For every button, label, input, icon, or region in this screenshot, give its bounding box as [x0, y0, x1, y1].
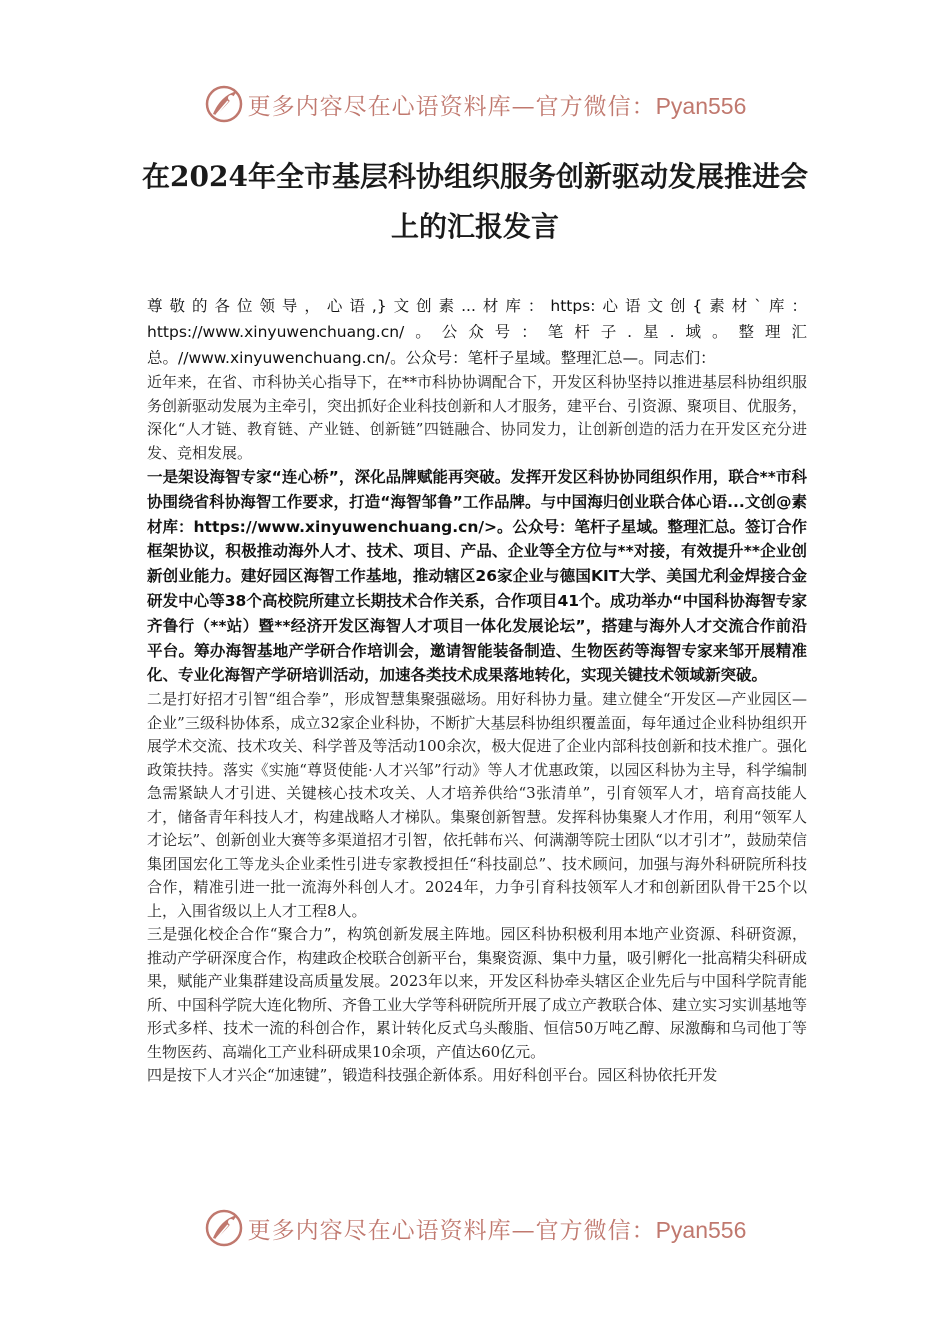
watermark-text: 更多内容尽在心语资料库—官方微信：Pyan556 [247, 1216, 747, 1244]
wechat-id: Pyan556 [655, 1216, 747, 1243]
paragraph-salutation: 尊敬的各位领导，心语,}文创素...材库：https:心语文创{素材`库：https://www.xinyuwenchuang.cn/。公众号：笔杆子.星.域。整理汇总。//www.xinyuwenchuang.cn/。公众号：笔杆子星域。整理汇总—。同志们： [147, 297, 807, 367]
watermark-banner-bottom [0, 1203, 950, 1253]
paragraph-section-2: 二是打好招才引智“组合拳”，形成智慧集聚强磁场。用好科协力量。建立健全“开发区—产业园区—企业”三级科协体系，成立32家企业科协，不断扩大基层科协组织覆盖面，每年通过企业科协组织开展学术交流、技术攻关、科学普及等活动100余次，极大促进了企业内部科技创新和技术推广。强化政策扶持。落实《实施“尊贤使能·人才兴邹”行动》等人才优惠政策，以园区科协为主导，科学编制急需紧缺人才引进、关键核心技术攻关、人才培养供给“3张清单”，引育领军人才，培育高技能人才，储备青年科技人才，构建战略人才梯队。集聚创新智慧。发挥科协集聚人才作用，利用“领军人才论坛”、创新创业大赛等多渠道招才引智，依托韩布兴、何满潮等院士团队“以才引才”，鼓励荣信集团国宏化工等龙头企业柔性引进专家教授担任“科技副总”、技术顾问，加强与海外科研院所科技合作，精准引进一批一流海外科创人才。2024年，力争引育科技领军人才和创新团队骨干25个以上，入围省级以上人才工程8人。 [147, 690, 807, 920]
watermark-banner-top [0, 79, 950, 129]
wechat-id: Pyan556 [655, 92, 747, 119]
paragraph-intro: 近年来，在省、市科协关心指导下，在**市科协协调配合下，开发区科协坚持以推进基层科协组织服务创新驱动发展为主牵引，突出抓好企业科技创新和人才服务，建平台、引资源、聚项目、优服务，深化“人才链、教育链、产业链、创新链”四链融合、协同发力，让创新创造的活力在开发区充分进发、竞相发展。 [147, 373, 808, 462]
document-body [147, 293, 807, 1088]
paragraph-section-1: 一是架设海智专家“连心桥”，深化品牌赋能再突破。发挥开发区科协协同组织作用，联合**市科协围绕省科协海智工作要求，打造“海智邹鲁”工作品牌。与中国海归创业联合体心语...文创@素材库：https://www.xinyuwenchuang.cn/>。公众号：笔杆子星域。整理汇总。签订合作框架协议，积极推动海外人才、技术、项目、产品、企业等全方位与**对接，有效提升**企业创新创业能力。建好园区海智工作基地，推动辖区26家企业与德国KIT大学、美国尤利金焊接合金研发中心等38个高校院所建立长期技术合作关系，合作项目41个。成功举办“中国科协海智专家齐鲁行（**站）暨**经济开发区海智人才项目一体化发展论坛”，搭建与海外人才交流合作前沿平台。筹办海智基地产学研合作培训会，邀请智能装备制造、生物医药等海智专家来邹开展精准化、专业化海智产学研培训活动，加速各类技术成果落地转化，实现关键技术领域新突破。 [147, 468, 808, 685]
pen-nib-icon [204, 84, 244, 124]
watermark-text: 更多内容尽在心语资料库—官方微信：Pyan556 [247, 92, 747, 120]
paragraph-section-4: 四是按下人才兴企“加速键”，锻造科技强企新体系。用好科创平台。园区科协依托开发 [147, 1066, 718, 1085]
paragraph-section-3: 三是强化校企合作“聚合力”，构筑创新发展主阵地。园区科协积极利用本地产业资源、科研资源，推动产学研深度合作，构建政企校联合创新平台，集聚资源、集中力量，吸引孵化一批高精尖科研成果，赋能产业集群建设高质量发展。2023年以来，开发区科协牵头辖区企业先后与中国科学院青能所、中国科学院大连化物所、齐鲁工业大学等科研院所开展了成立产教联合体、建立实习实训基地等形式多样、技术一流的科创合作，累计转化反式乌头酸脂、恒信50万吨乙醇、尿激酶和乌司他丁等生物医药、高端化工产业科研成果10余项，产值达60亿元。 [147, 925, 808, 1061]
document-title: 在2024年全市基层科协组织服务创新驱动发展推进会上的汇报发言 [142, 160, 808, 243]
pen-nib-icon [204, 1208, 244, 1248]
